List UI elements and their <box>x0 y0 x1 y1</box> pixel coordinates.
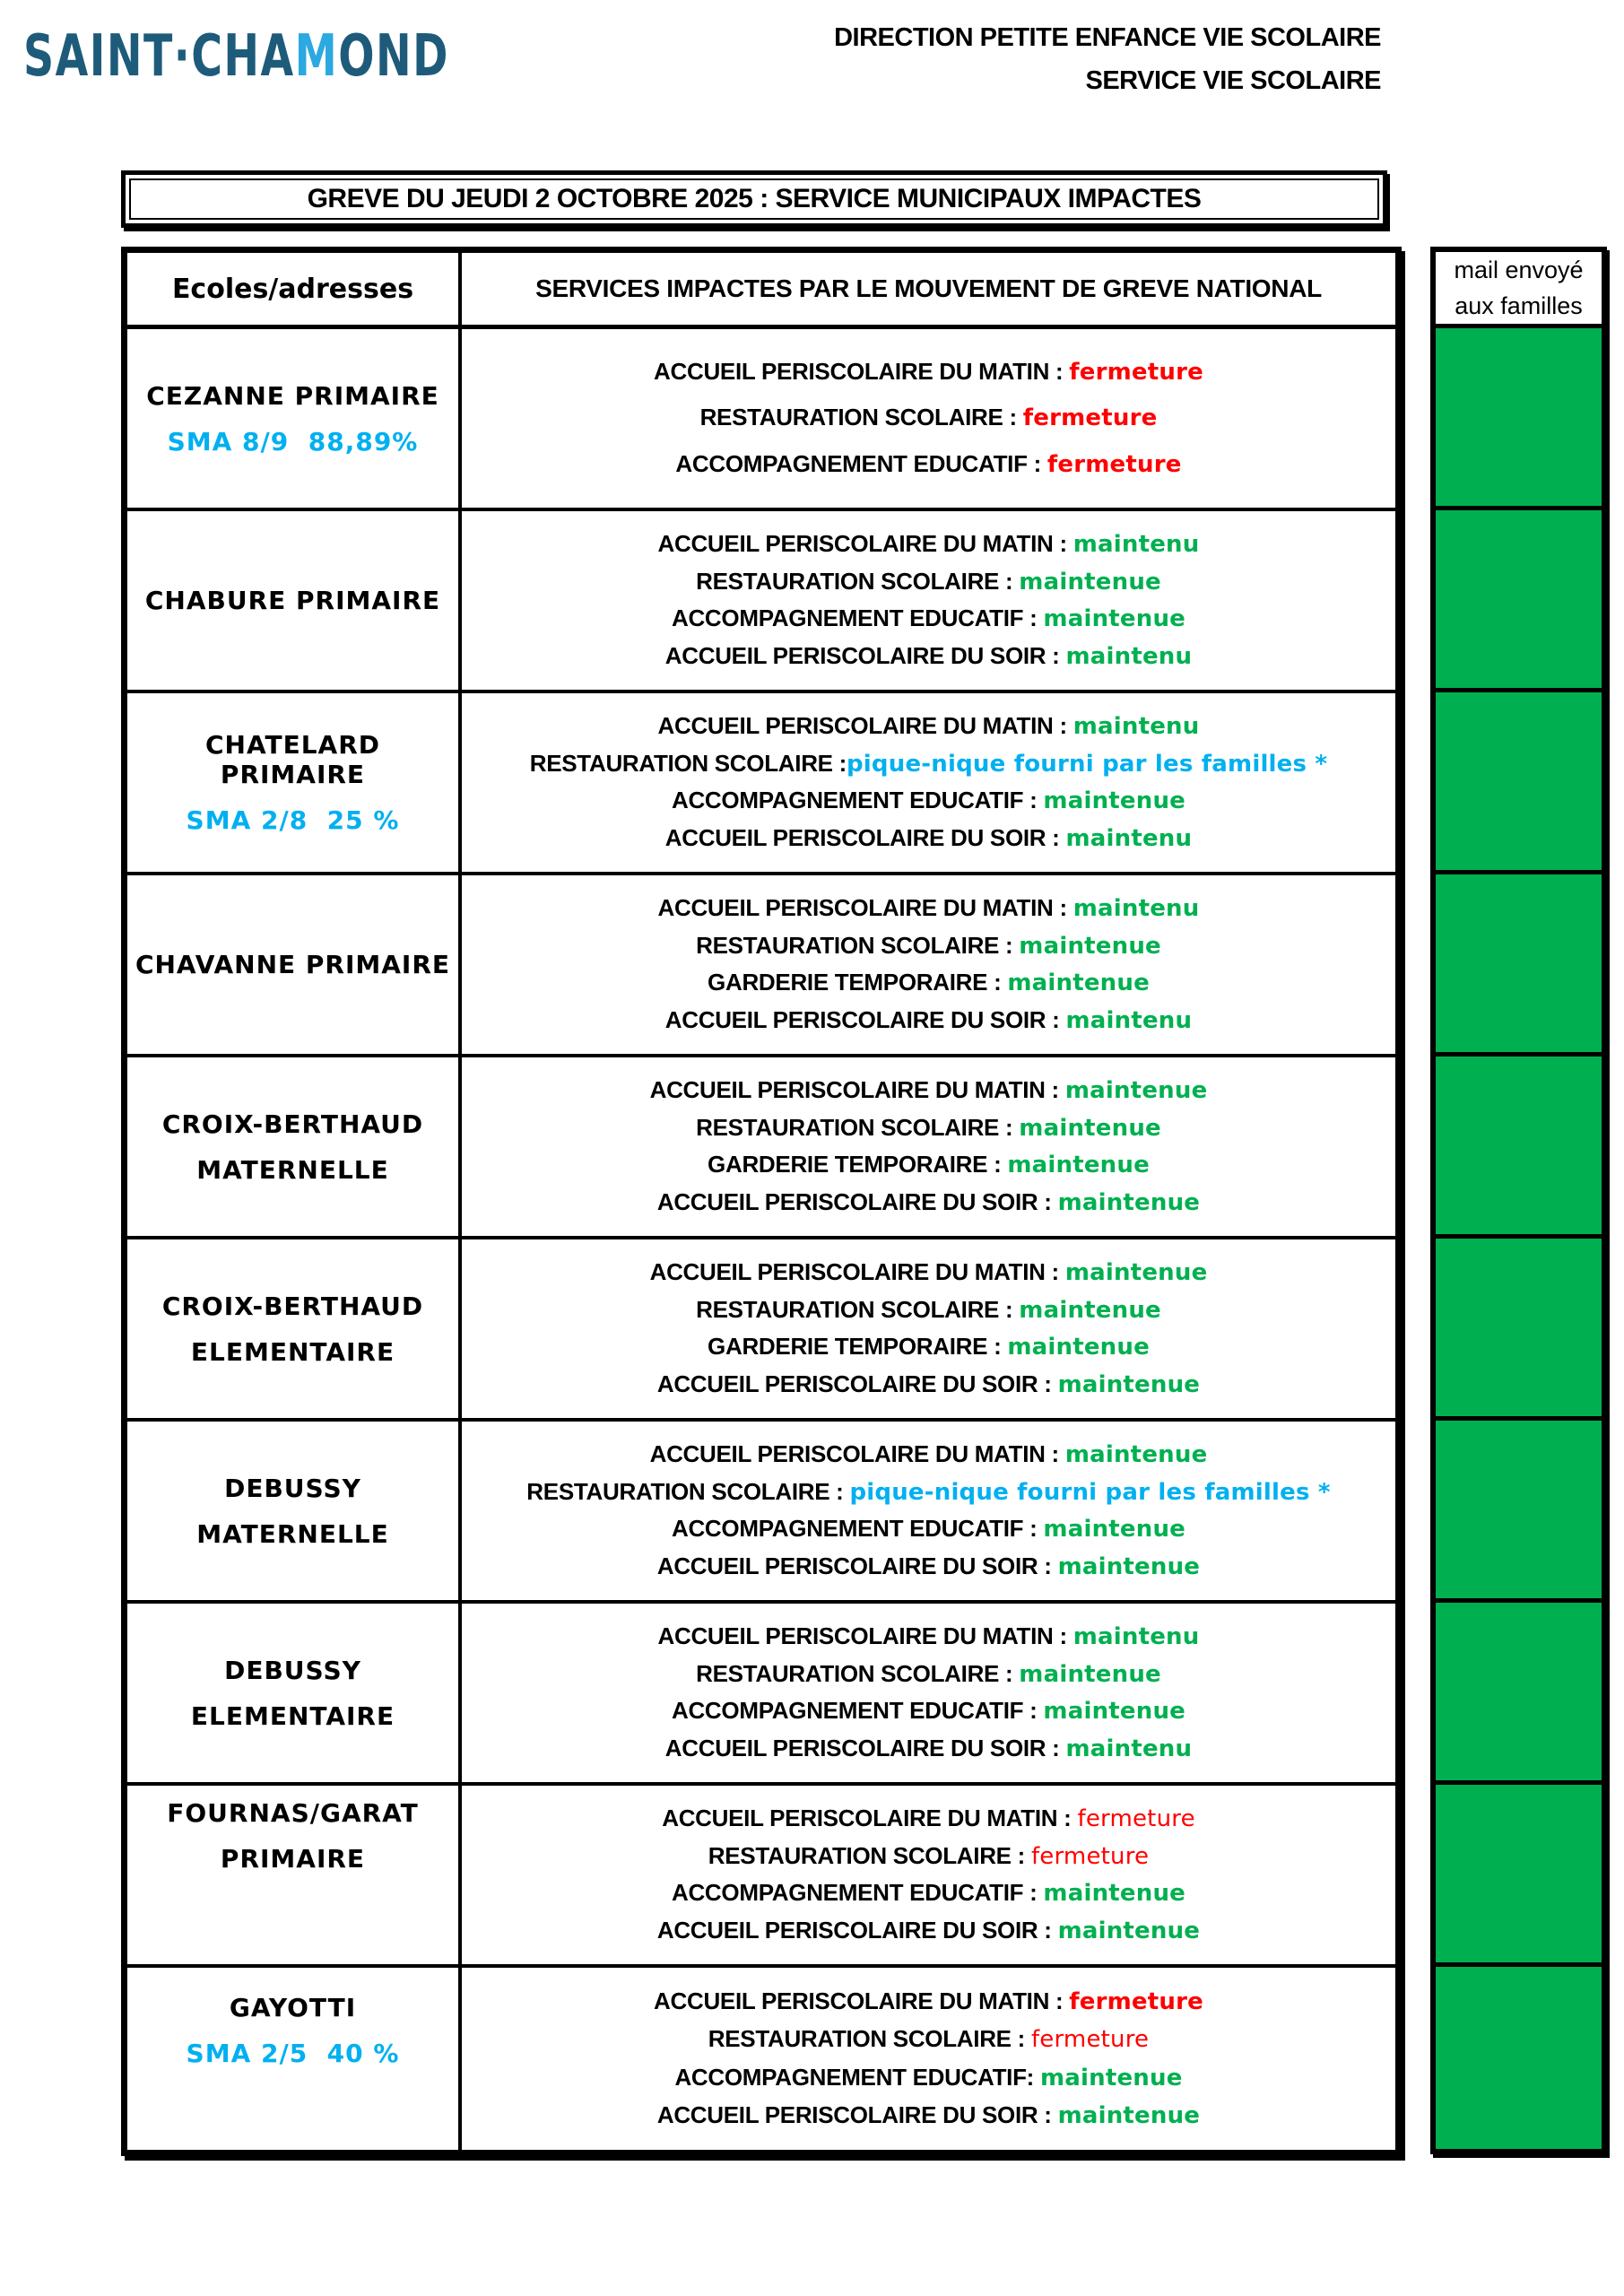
service-status: maintenue <box>1007 1334 1150 1361</box>
service-label: ACCUEIL PERISCOLAIRE DU MATIN : <box>657 712 1073 740</box>
service-status: maintenue <box>1064 1259 1208 1287</box>
sma-ratio: SMA 8/9 88,89% <box>167 426 419 457</box>
service-status: maintenu <box>1065 824 1193 852</box>
service-label: RESTAURATION SCOLAIRE : <box>696 567 1020 595</box>
service-label: ACCOMPAGNEMENT EDUCATIF : <box>671 604 1044 632</box>
service-label: RESTAURATION SCOLAIRE : <box>696 931 1020 959</box>
service-line <box>469 1333 1388 1361</box>
mail-column <box>1430 247 1607 2154</box>
service-status: maintenue <box>1057 1917 1201 1944</box>
service-line <box>469 1478 1388 1507</box>
service-label: ACCUEIL PERISCOLAIRE DU MATIN : <box>662 1805 1078 1832</box>
school-cell <box>127 1057 462 1236</box>
table-row <box>127 511 1395 693</box>
service-label: ACCUEIL PERISCOLAIRE DU MATIN : <box>649 1440 1065 1468</box>
school-name-line: CEZANNE PRIMAIRE <box>146 380 439 411</box>
service-status: fermeture <box>1022 404 1158 432</box>
service-status: maintenue <box>1043 1698 1185 1726</box>
service-line <box>469 1622 1388 1651</box>
service-status: maintenu <box>1065 1735 1193 1762</box>
logo-text-part3: OND <box>338 23 449 90</box>
service-status: maintenue <box>1039 2064 1183 2092</box>
school-cell <box>127 875 462 1054</box>
sma-ratio: SMA 2/8 25 % <box>186 805 400 835</box>
service-status: maintenue <box>1019 1660 1161 1688</box>
service-line <box>469 1660 1388 1689</box>
service-line <box>469 1114 1388 1143</box>
service-label: GARDERIE TEMPORAIRE : <box>708 1151 1008 1178</box>
service-status: maintenue <box>1043 787 1185 815</box>
service-status: maintenu <box>1073 713 1200 741</box>
service-label: ACCOMPAGNEMENT EDUCATIF : <box>675 450 1047 478</box>
table-row <box>127 1786 1395 1968</box>
mail-cells <box>1436 328 1602 2149</box>
service-status: maintenue <box>1019 568 1161 596</box>
service-label: ACCUEIL PERISCOLAIRE DU MATIN : <box>654 357 1070 385</box>
service-status: maintenue <box>1057 2101 1201 2129</box>
service-line <box>469 604 1388 633</box>
service-status: fermeture <box>1046 451 1182 479</box>
service-label: RESTAURATION SCOLAIRE : <box>526 1477 850 1505</box>
school-name-line: DEBUSSY <box>224 1473 361 1503</box>
services-cell <box>462 1239 1395 1418</box>
school-name-line: CHABURE PRIMAIRE <box>144 586 441 615</box>
service-status: maintenue <box>1064 1441 1208 1469</box>
service-label: ACCUEIL PERISCOLAIRE DU SOIR : <box>656 1370 1058 1397</box>
service-label: ACCUEIL PERISCOLAIRE DU SOIR : <box>656 1916 1058 1944</box>
service-line <box>469 1370 1388 1399</box>
services-cell <box>462 329 1395 508</box>
mail-sent-cell <box>1436 692 1602 874</box>
service-status: maintenue <box>1007 1152 1150 1179</box>
service-line <box>469 1697 1388 1726</box>
school-name-line: CHAVANNE PRIMAIRE <box>135 950 451 979</box>
service-label: ACCUEIL PERISCOLAIRE DU MATIN : <box>657 894 1073 922</box>
service-label: RESTAURATION SCOLAIRE : <box>708 1841 1031 1869</box>
service-status: pique-nique fourni par les familles * <box>849 1478 1331 1506</box>
services-cell <box>462 1057 1395 1236</box>
service-line <box>469 1296 1388 1325</box>
service-status: maintenue <box>1007 970 1150 997</box>
service-status: maintenue <box>1057 1188 1201 1216</box>
service-label: ACCOMPAGNEMENT EDUCATIF : <box>671 1879 1044 1907</box>
service-label: ACCUEIL PERISCOLAIRE DU SOIR : <box>656 2100 1058 2128</box>
service-line <box>469 1735 1388 1763</box>
services-cell <box>462 875 1395 1054</box>
service-status: maintenue <box>1019 932 1161 960</box>
service-label: ACCUEIL PERISCOLAIRE DU SOIR : <box>656 1552 1058 1579</box>
service-label: RESTAURATION SCOLAIRE : <box>696 1113 1020 1141</box>
school-name-line: MATERNELLE <box>196 1154 389 1185</box>
school-cell <box>127 1422 462 1600</box>
mail-sent-cell <box>1436 1967 1602 2149</box>
school-name-line: CROIX-BERTHAUD <box>161 1109 424 1139</box>
service-label: GARDERIE TEMPORAIRE : <box>708 969 1008 996</box>
table-row <box>127 1239 1395 1422</box>
service-label: ACCUEIL PERISCOLAIRE DU SOIR : <box>664 823 1066 851</box>
school-name-line: CHATELARD PRIMAIRE <box>204 730 381 789</box>
service-status: fermeture <box>1030 1842 1150 1870</box>
service-label: ACCUEIL PERISCOLAIRE DU MATIN : <box>649 1258 1065 1286</box>
school-name-line: ELEMENTAIRE <box>190 1700 395 1731</box>
service-label: RESTAURATION SCOLAIRE : <box>708 2025 1031 2053</box>
service-label: ACCUEIL PERISCOLAIRE DU SOIR : <box>656 1187 1058 1215</box>
service-line <box>469 1552 1388 1581</box>
service-label: RESTAURATION SCOLAIRE : <box>699 404 1023 431</box>
service-status: pique-nique fourni par les familles * <box>847 750 1328 778</box>
service-label: ACCUEIL PERISCOLAIRE DU MATIN : <box>649 1076 1065 1104</box>
service-line <box>469 969 1388 997</box>
table-rows <box>127 329 1395 2150</box>
school-cell <box>127 1968 462 2150</box>
service-line <box>469 404 1388 432</box>
service-status: fermeture <box>1069 358 1203 386</box>
sma-ratio: SMA 2/5 40 % <box>186 2039 400 2068</box>
service-line <box>469 358 1388 387</box>
service-line <box>469 2101 1388 2130</box>
service-status: maintenu <box>1073 531 1200 559</box>
service-line <box>469 787 1388 815</box>
services-cell <box>462 1968 1395 2150</box>
service-label: ACCOMPAGNEMENT EDUCATIF : <box>671 787 1044 814</box>
service-line <box>469 1879 1388 1908</box>
service-line <box>469 712 1388 741</box>
service-line <box>469 1987 1388 2016</box>
service-line <box>469 1842 1388 1871</box>
department-line2: SERVICE VIE SCOLAIRE <box>1085 66 1381 95</box>
services-cell <box>462 1786 1395 1964</box>
mail-sent-cell <box>1436 1603 1602 1785</box>
service-label: RESTAURATION SCOLAIRE : <box>529 749 847 777</box>
service-status: maintenue <box>1019 1296 1161 1324</box>
mail-sent-cell <box>1436 1057 1602 1239</box>
table-row <box>127 693 1395 875</box>
service-status: maintenue <box>1057 1552 1201 1580</box>
mail-sent-cell <box>1436 1421 1602 1603</box>
service-status: fermeture <box>1069 1988 1203 2016</box>
service-label: ACCUEIL PERISCOLAIRE DU SOIR : <box>664 641 1066 669</box>
logo-text-part1: SAINT·CHA <box>23 23 295 90</box>
service-label: ACCUEIL PERISCOLAIRE DU MATIN : <box>657 1622 1073 1650</box>
table-row <box>127 329 1395 511</box>
service-label: GARDERIE TEMPORAIRE : <box>708 1333 1008 1361</box>
service-line <box>469 1188 1388 1217</box>
table-row <box>127 1968 1395 2150</box>
service-label: ACCUEIL PERISCOLAIRE DU SOIR : <box>664 1005 1066 1033</box>
department-header <box>628 16 1381 102</box>
service-label: ACCOMPAGNEMENT EDUCATIF : <box>671 1697 1044 1725</box>
service-label: ACCOMPAGNEMENT EDUCATIF: <box>674 2063 1040 2091</box>
mail-sent-cell <box>1436 510 1602 692</box>
service-line <box>469 932 1388 961</box>
service-line <box>469 824 1388 853</box>
city-logo <box>23 23 449 90</box>
services-cell <box>462 1422 1395 1600</box>
service-status: maintenue <box>1043 1516 1185 1544</box>
service-line <box>469 2025 1388 2054</box>
service-status: maintenue <box>1019 1114 1161 1142</box>
service-status: maintenue <box>1043 1880 1185 1908</box>
page-title: GREVE DU JEUDI 2 OCTOBRE 2025 : SERVICE MUNICIPAUX IMPACTES <box>129 178 1379 220</box>
service-line <box>469 1076 1388 1105</box>
mail-sent-cell <box>1436 328 1602 510</box>
service-line <box>469 450 1388 479</box>
school-name-line: CROIX-BERTHAUD <box>161 1291 424 1321</box>
service-line <box>469 530 1388 559</box>
service-line <box>469 1805 1388 1833</box>
service-label: ACCUEIL PERISCOLAIRE DU SOIR : <box>664 1734 1066 1761</box>
school-name-line: FOURNAS/GARAT <box>167 1798 419 1828</box>
service-line <box>469 750 1388 778</box>
service-line <box>469 1151 1388 1179</box>
service-line <box>469 1440 1388 1469</box>
table-row <box>127 1604 1395 1786</box>
service-status: maintenu <box>1073 895 1200 923</box>
service-label: ACCUEIL PERISCOLAIRE DU MATIN : <box>657 530 1073 558</box>
school-name-line: GAYOTTI <box>229 1993 357 2022</box>
table-row <box>127 875 1395 1057</box>
table-row <box>127 1422 1395 1604</box>
service-label: RESTAURATION SCOLAIRE : <box>696 1659 1020 1687</box>
mail-sent-cell <box>1436 1239 1602 1421</box>
mail-sent-cell <box>1436 874 1602 1057</box>
school-name-line: ELEMENTAIRE <box>190 1336 395 1367</box>
service-status: maintenu <box>1065 1006 1193 1034</box>
service-line <box>469 1006 1388 1035</box>
service-status: fermeture <box>1077 1805 1195 1833</box>
school-cell <box>127 693 462 872</box>
service-line <box>469 2064 1388 2092</box>
service-status: maintenu <box>1065 642 1193 670</box>
service-label: ACCOMPAGNEMENT EDUCATIF : <box>671 1515 1044 1543</box>
services-table <box>121 247 1402 2156</box>
service-line <box>469 1515 1388 1544</box>
school-cell <box>127 1786 462 1964</box>
service-line <box>469 894 1388 923</box>
school-name-line: PRIMAIRE <box>220 1844 366 1874</box>
table-header-row <box>127 253 1395 329</box>
service-line <box>469 1258 1388 1287</box>
service-label: RESTAURATION SCOLAIRE : <box>696 1295 1020 1323</box>
school-cell <box>127 329 462 508</box>
service-line <box>469 642 1388 671</box>
school-cell <box>127 511 462 690</box>
school-name-line: DEBUSSY <box>224 1655 361 1685</box>
school-cell <box>127 1604 462 1782</box>
mail-column-header: mail envoyé aux familles <box>1436 252 1602 328</box>
service-status: maintenue <box>1043 605 1185 633</box>
service-status: maintenue <box>1064 1077 1208 1105</box>
logo-text-part2: M <box>294 23 339 90</box>
school-cell <box>127 1239 462 1418</box>
service-line <box>469 1917 1388 1945</box>
school-name-line: MATERNELLE <box>196 1518 389 1549</box>
header-schools: Ecoles/adresses <box>127 253 462 325</box>
service-status: maintenu <box>1073 1623 1200 1651</box>
header-services: SERVICES IMPACTES PAR LE MOUVEMENT DE GREVE NATIONAL <box>535 274 1322 302</box>
service-status: fermeture <box>1030 2026 1150 2054</box>
service-line <box>469 568 1388 596</box>
mail-sent-cell <box>1436 1785 1602 1967</box>
service-status: maintenue <box>1057 1370 1201 1398</box>
table-row <box>127 1057 1395 1239</box>
services-cell <box>462 693 1395 872</box>
services-cell <box>462 511 1395 690</box>
service-label: ACCUEIL PERISCOLAIRE DU MATIN : <box>654 1987 1070 2015</box>
services-cell <box>462 1604 1395 1782</box>
title-box <box>121 170 1387 228</box>
department-line1: DIRECTION PETITE ENFANCE VIE SCOLAIRE <box>834 23 1381 52</box>
